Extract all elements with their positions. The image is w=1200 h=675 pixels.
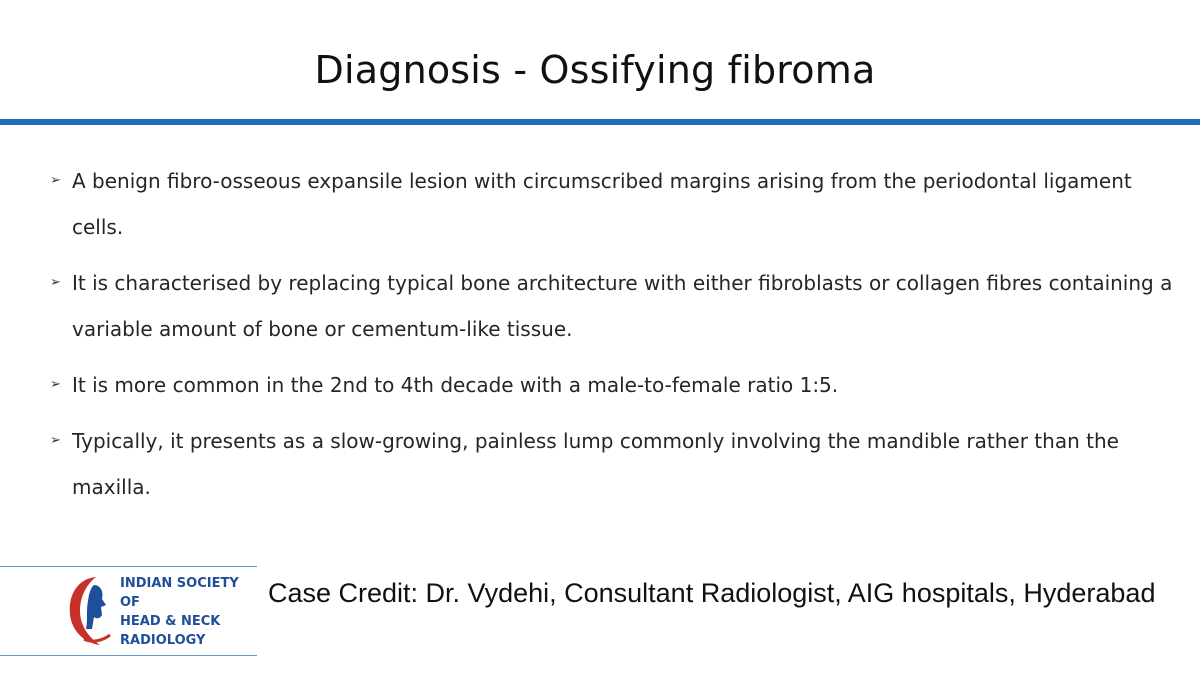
arrow-bullet-icon: ➢ bbox=[50, 377, 61, 392]
arrow-bullet-icon: ➢ bbox=[50, 433, 61, 448]
bullet-text: It is characterised by replacing typical bone architecture with either fibroblasts or collagen fibres containing a variable amount of bone or cementum-like tissue. bbox=[72, 271, 1173, 341]
society-logo bbox=[0, 566, 257, 656]
society-name-line: RADIOLOGY bbox=[120, 633, 206, 648]
head-neck-emblem-icon bbox=[66, 571, 116, 654]
title-divider bbox=[0, 119, 1200, 125]
bullet-item bbox=[46, 260, 1176, 352]
bullet-item bbox=[46, 418, 1176, 510]
arrow-bullet-icon: ➢ bbox=[50, 275, 61, 290]
slide-title: Diagnosis - Ossifying fibroma bbox=[314, 48, 876, 92]
bullet-item bbox=[46, 158, 1176, 250]
bullet-text: A benign fibro-osseous expansile lesion with circumscribed margins arising from the periodontal ligament cells. bbox=[72, 169, 1132, 239]
arrow-bullet-icon: ➢ bbox=[50, 173, 61, 188]
case-credit: Case Credit: Dr. Vydehi, Consultant Radiologist, AIG hospitals, Hyderabad bbox=[268, 578, 1156, 608]
society-name-line: INDIAN SOCIETY OF bbox=[120, 576, 239, 610]
bullet-list bbox=[46, 158, 1176, 520]
bullet-text: Typically, it presents as a slow-growing, painless lump commonly involving the mandible rather than the maxilla. bbox=[72, 429, 1119, 499]
society-name bbox=[120, 574, 257, 650]
bullet-item bbox=[46, 362, 1176, 408]
society-name-line: HEAD & NECK bbox=[120, 614, 221, 629]
bullet-text: It is more common in the 2nd to 4th decade with a male-to-female ratio 1:5. bbox=[72, 373, 839, 397]
